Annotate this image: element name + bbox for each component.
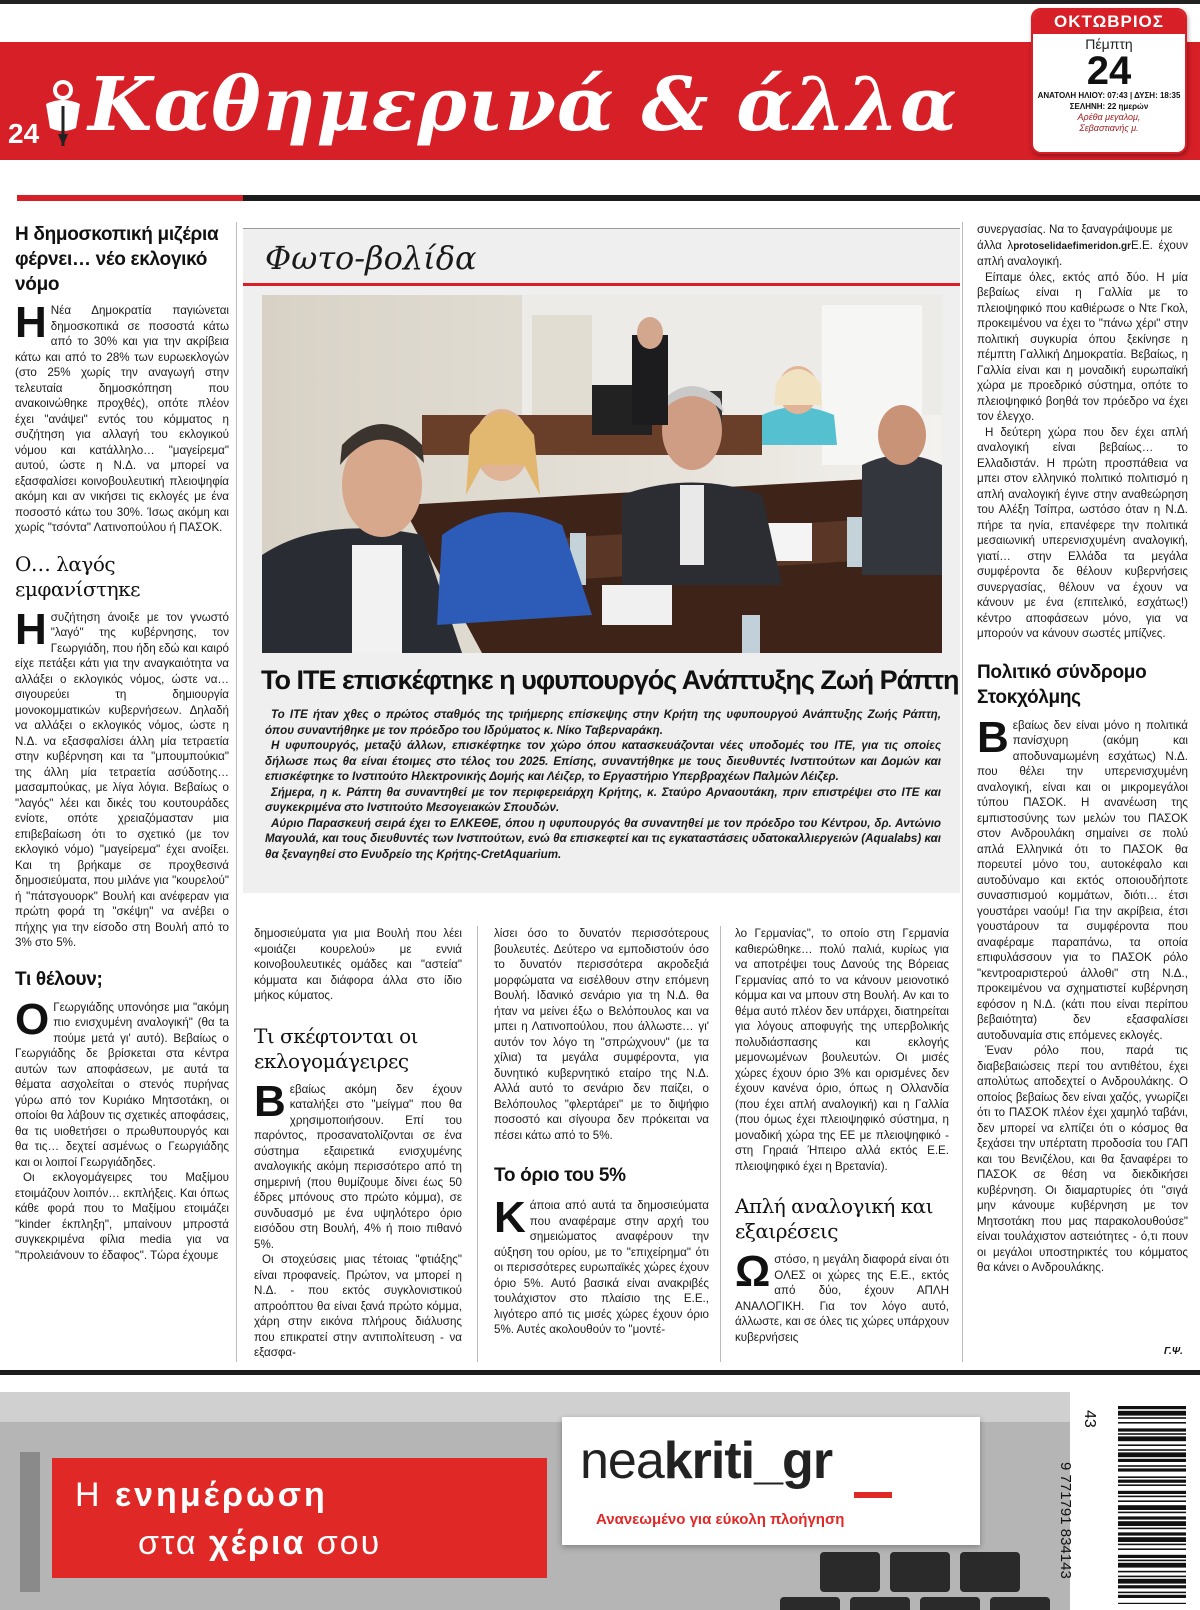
feature-section-title: Φωτο-βολίδα [265, 239, 477, 277]
barcode-icon [1078, 1406, 1186, 1604]
calendar-month: ΟΚΤΩΒΡΙΟΣ [1033, 10, 1185, 34]
barcode-bar [1118, 1449, 1186, 1451]
subheading: Ο… λαγός εμφανίστηκε [15, 551, 140, 601]
article-paragraph: Οι εκλογομάγειρες του Μαξίμου ετοιμάζουν λοιπόν… εκπλήξεις. Και όπως κάθε φορά που το Μαξίμου ετοιμάζει "kinder έκπληξη", μπαίνουν μπροστά συγκεκριμένα φίλια media για να "προλειάνουν το έδαφος". Τώρα έχουμε [15, 1171, 229, 1262]
article-headline: Η δημοσκοπική μιζέρια φέρνει… νέο εκλογικό νόμο [15, 224, 219, 295]
barcode-bar [1118, 1505, 1186, 1510]
paragraph-text: άλλα λ [977, 238, 1014, 252]
barcode-bar [1118, 1571, 1186, 1573]
barcode-bar [1118, 1532, 1186, 1535]
ad-tagline: Ανανεωμένο για εύκολη πλοήγηση [596, 1511, 845, 1528]
section-rule-accent [17, 195, 243, 201]
author-signature: Γ.Ψ. [1164, 1346, 1183, 1357]
advertisement[interactable] [0, 1392, 1070, 1610]
article-paragraph [254, 1076, 462, 1253]
barcode-bar [1118, 1512, 1186, 1514]
article-paragraph [977, 712, 1188, 1044]
barcode-bar [1118, 1555, 1186, 1558]
column-5 [977, 222, 1188, 1276]
article-paragraph [977, 238, 1188, 270]
barcode-bar [1118, 1417, 1186, 1419]
barcode-bar [1118, 1411, 1186, 1416]
ad-text: Η [75, 1476, 115, 1514]
barcode-bar [1118, 1592, 1186, 1594]
feature-body [265, 707, 941, 862]
subheading: Τι σκέφτονται οι εκλογομάγειρες [254, 1023, 418, 1073]
calendar-day-number: 24 [1086, 49, 1132, 93]
paragraph-text: συζήτηση άνοιξε με τον γνωστό "λαγό" της κυβέρνησης, τον Γεωργιάδη, που ήδη εδώ και καιρό είχε πετάξει κάτι για την αναγκαιότητα να αλλάξει ο εκλογικός νόμος, ώστε να… σιγουρεύει τη δημιουργία μονοκομματικών κυβερνήσεων. Δηλαδή να αλλάξει ο εκλογικός νόμος, ώστε η Ν.Δ. να εξασφαλίσει άλλη μία τετραετία στην κυβέρνηση και τα "μπουμπούκια" της άλλη μία τετραετία ασύδοτης… μασαμπούκας, με λίγα λόγια. Βεβαίως ο "λαγός" λέει και δικές του κουτουράδες ενίοτε, οπότε χρειαζόμασταν μια επιβεβαίωση ότι το σχετικό (με τον εκλογικό νόμο) "μαγείρεμα" έχει ανοίξει. Και τη βρήκαμε σε προχθεσινά δημοσιεύματα, που μιλάνε για "κουρελού" ή "πάτσγουορκ" Βουλή και ανέφεραν για πρώτη φορά τη "σκέψη" να ανέβει ο πήχης για την είσοδο στη Βουλή από το 3% στο 5%. [15, 610, 229, 949]
article-paragraph: δημοσιεύματα για μια Βουλή που λέει «μοιάζει κουρελού» με εννιά κοινοβουλευτικές ομάδες και "αστεία" κόμματα και διάφορα άλλα στο ίδιο μήκος κύματος. [254, 927, 462, 1002]
article-paragraph: λίσει όσο το δυνατόν περισσότερους βουλευτές. Δεύτερο να εμποδιστούν όσο το δυνατόν περισσότερα ακροδεξιά μορφώματα να εισέλθουν στην επόμενη Βουλή. Ιδανικό σενάριο για τη Ν.Δ. θα ήταν να μείνει έξω ο Βελόπουλος και να μπει η Λατινοπούλου, που άλλωστε… γι' αυτόν τον λόγο τη "σπρώχνουν" (με τα χίλια) τα μεγάλα συμφέροντα, για δυνητικό κυβερνητικό εταίρο της Ν.Δ. Αλλά αυτό το σενάριο δεν παίζει, ο Βελόπουλος "φλερτάρει" με το διψήφιο ποσοστό και σίγουρα δεν πρόκειται να πέσει κάτω από το 5%. [494, 927, 709, 1142]
ad-text-bold: ενημέρωση [115, 1476, 328, 1514]
drop-cap: Η [15, 604, 47, 654]
barcode-bar [1118, 1516, 1186, 1519]
barcode-bar [1118, 1496, 1186, 1498]
paragraph-text: Ε.Ε. έχουν απλή αναλογική. [977, 238, 1188, 268]
article-paragraph [735, 1247, 949, 1345]
barcode-bar [1118, 1576, 1186, 1578]
feature-rule [243, 283, 960, 286]
owl-logo-icon [38, 76, 88, 148]
calendar-saints-2: Σεβαστιανής μ. [1079, 123, 1139, 133]
column-2 [254, 926, 462, 1361]
calendar-moon: ΣΕΛΗΝΗ: 22 ημερών [1069, 102, 1149, 111]
article-paragraph: Οι στοχεύσεις μιας τέτοιας "φτιάξης" είναι προφανείς. Πρώτον, να μπορεί η Ν.Δ. - που εκτός συγκλονιστικού απροόπτου θα είναι ξανά πρώτο κόμμα, χάρη στην εικόνα πλήρους διάλυσης που επικρατεί στην αντιπολίτευση - να εξασφα- [254, 1253, 462, 1359]
top-rule [0, 0, 1200, 4]
ad-logo-panel [562, 1417, 980, 1545]
subheading: Τι θέλουν; [15, 968, 103, 990]
article-paragraph: Η δεύτερη χώρα που δεν έχει απλή αναλογική είναι βεβαίως… το Ελλαδιστάν. Η πρώτη προσπάθεια να μπει στον ελληνικό πολιτικό πολιτισμό η απλή αναλογική έγινε στην αναθεώρηση του Αλέξη Τσίπρα, ωστόσο όταν η Ν.Δ. πήρε τα ηνία, επανέφερε την πολιτικά μεσαιωνική υπερενισχυμένη αναλογική, γιατί… στην Ελλάδα τα μεγάλα συμφέροντα δε θέλουν κυβερνήσεις συνεργασίας, θέλουν να έχουν να κάνουν με ένα (επιτελικό, εσχάτως!) κέντρο αποφάσεων μόνο, για να μπορούν να κάνουν σωστές μπίζνες. [977, 425, 1188, 640]
article-paragraph: Έναν ρόλο που, παρά τις διαβεβαιώσεις περί του αντιθέτου, έχει απολύτως αποδεχτεί ο Ανδρουλάκης. Ο οποίος βεβαίως δεν είναι χαζός, γνωρίζει ότι το ΠΑΣΟΚ πλέον έχει χαμηλό ταβάνι, δεν μπορεί να ελπίζει ότι ο κόσμος θα ξεχάσει την υπέρτατη προδοσία του ΓΑΠ και του Βενιζέλου, και θα ξαναφέρει το ΠΑΣΟΚ σε θέση να διεκδικήσει κυβέρνηση. Οι διαμαρτυρίες ότι "σιγά μην κάνουμε κυβέρνηση με τον Μητσοτάκη που μας παρακολουθούσε" είναι τουλάχιστον αστειότητες - ό,τι πουν οι μεγάλοι υποστηρικτές του κόμματος θα κάνει ο Ανδρουλάκης. [977, 1044, 1188, 1274]
barcode-number: 9 771791 834143 [1057, 1462, 1074, 1579]
ad-slogan-line-1 [75, 1476, 328, 1515]
issue-number: 43 [1081, 1410, 1098, 1428]
barcode-bar [1118, 1595, 1186, 1598]
article-paragraph: Είπαμε όλες, εκτός από δύο. Η μία βεβαίως είναι η Γαλλία με το πλειοψηφικό που καθιέρωσε ο Ντε Γκολ, προκειμένου να έχει το "πάνω χέρι" στην πολιτική συγκυρία όπου ξεκίνησε η πέμπτη Γαλλική Δημοκρατία. Βεβαίως, η Γαλλία είναι και η μοναδική ευρωπαϊκή χώρα με προεδρικό σύστημα, οπότε το πλειοψηφικό βοηθά τον πρόεδρο να έχει τον έλεγχο. [977, 270, 1188, 423]
barcode-bar [1118, 1476, 1186, 1478]
barcode-bar [1118, 1480, 1186, 1483]
paragraph-text: άποια από αυτά τα δημοσιεύματα που αναφέραμε στην αρχή του σημειώματος αναφέρουν την αύξηση του ορίου, με το "επιχείρημα" ότι οι περισσότερες ευρωπαϊκές χώρες έχουν όριο 5%. Αυτό βασικά είναι ανακριβές τουλάχιστον στο πλαίσιο της Ε.Ε., λιγότερο από τις μισές χώρες έχουν όριο 5%. Αυτές ακολουθούν το "μοντέ- [494, 1199, 709, 1336]
meeting-photo-image [262, 295, 942, 653]
barcode-bar [1118, 1560, 1186, 1562]
article-paragraph [15, 994, 229, 1171]
paragraph-text: εβαίως δεν είναι μόνο η πολιτικά πανίσχυρη (ακόμη και αποδυναμωμένη εσχάτως) Ν.Δ. που θέλει την υπερενισχυμένη αναλογική, είναι και οι μικρομεγάλοι τύπου ΠΑΣΟΚ. Η ανανέωση της εμπιστοσύνης των μελών του ΠΑΣΟΚ στον Ανδρουλάκη σημαίνει σε πολύ απλά Ελληνικά ότι το ΠΑΣΟΚ θα πορευτεί μόνο του, αυτοκέφαλο και αυτοδύναμο και εκτός οποιουδήποτε συνασπισμού κομμάτων, διότι… έτσι γουστάρει ναούμ! Για την ακρίβεια, έτσι γουστάρουν τα συμφέροντα που αναφέραμε παραπάνω, τα οποία επιφυλάσσουν για το ΠΑΣΟΚ ρόλο "κεντροαριστερού άλλοθι" στη Ν.Δ., προκειμένου να σχηματιστεί κυβέρνηση εφόσον η Ν.Δ. (κάτι που είναι περίπου βεβαιότητα) δεν εξασφαλίσει αυτοδυναμία στις επόμενες εκλογές. [977, 718, 1188, 1042]
barcode-bar [1118, 1433, 1186, 1435]
drop-cap: Β [977, 712, 1009, 762]
barcode-bar [1118, 1459, 1186, 1462]
barcode-bar [1118, 1444, 1186, 1446]
bottom-rule [0, 1370, 1200, 1375]
barcode-bar [1118, 1603, 1186, 1604]
barcode-bar [1118, 1500, 1186, 1502]
site-watermark: protoselidaefimeridon.gr [1013, 240, 1131, 252]
calendar-saints-1: Αρέθα μεγαλομ, [1077, 112, 1141, 122]
page-number: 24 [8, 118, 40, 149]
subheading: Πολιτικό σύνδρομο Στοκχόλμης [977, 661, 1147, 708]
column-divider [477, 926, 478, 1362]
barcode-bar [1118, 1452, 1186, 1457]
logo-underscore [854, 1492, 892, 1498]
paragraph-text: Γεωργιάδης υπονόησε μια "ακόμη πιο ενισχυμένη αναλογική" (θα ta πούμε μετά γι' αυτό). Βεβαίως ο Γεωργιάδης δε βρίσκεται στα κέντρα αυτών των αποφάσεων, με αυτά τα θέματα ασχολείται ο στενός πυρήνας γύρω από τον Κυριάκο Μητσοτάκη, οι οποίοι θα λάβουν τις σχετικές αποφάσεις, θα τις υιοθετήσει ο πρωθυπουργός και θα τις… δεχτεί ασμένως ο Γεωργιάδης και οι λοιποί Γεωργιάδηδες. [15, 1000, 229, 1169]
ad-text: σου [305, 1524, 382, 1562]
article-paragraph [15, 604, 229, 951]
article-paragraph: συνεργασίας. Να το ξαναγράψουμε με [977, 223, 1173, 236]
barcode-bar [1118, 1428, 1186, 1431]
article-paragraph [494, 1193, 709, 1338]
barcode-bar [1118, 1484, 1186, 1486]
ad-text: στα [138, 1524, 210, 1562]
meeting-photo [262, 295, 942, 653]
barcode-bar [1118, 1528, 1186, 1530]
drop-cap: Κ [494, 1193, 526, 1242]
drop-cap: Β [254, 1076, 286, 1126]
column-divider [962, 222, 963, 1362]
ad-slogan-line-2 [138, 1524, 381, 1563]
feature-paragraph: Σήμερα, η κ. Ράπτη θα συναντηθεί με τον περιφερειάρχη Κρήτης, κ. Σταύρο Αρναουτάκη, πριν επιστρέψει στο ΙΤΕ και συγκεκριμένα στο Ινστιτούτο Μεσογειακών Σπουδών. [265, 785, 941, 814]
drop-cap: Η [15, 298, 47, 347]
barcode-bar [1118, 1465, 1186, 1467]
barcode-bar [1118, 1563, 1186, 1568]
logo-text-bold: kriti_gr [663, 1432, 833, 1490]
drop-cap: Ω [735, 1247, 771, 1296]
neakriti-logo [580, 1431, 832, 1491]
column-divider [236, 222, 237, 1362]
barcode-bar [1118, 1544, 1186, 1546]
feature-paragraph: Η υφυπουργός, μεταξύ άλλων, επισκέφτηκε τον χώρο όπου κατασκευάζονται νέες υποδομές του ΙΤΕ, για τις οποίες δήλωσε πως θα είναι έτοιμες στο τέλος του 2025. Επίσης, συναντήθηκε με τους διευθυντές Ινστιτούτων και Δομών και επισκέφτηκε το Ινστιτούτο Ηλεκτρονικής Δομής και Λέιζερ, το Εργαστήριο Υπερβραχέων Παλμών Λέιζερ. [265, 739, 941, 783]
paragraph-text: στόσο, η μεγάλη διαφορά είναι ότι ΟΛΕΣ οι χώρες της Ε.Ε., εκτός από δύο, έχουν ΑΠΛΗ ΑΝΑΛΟΓΙΚΗ. Για τον λόγο αυτό, άλλωστε, και σε όλες τις χώρες υπάρχουν κυβερνήσεις [735, 1253, 949, 1344]
article-paragraph: λο Γερμανίας", το οποίο στη Γερμανία καθιερώθηκε… πολύ παλιά, κυρίως για να αποτρέψει τους Δανούς της Βόρειας Γερμανίας από το να κάνουν μειονοτικό κόμμα και να μπουν στη Βουλή. Αν και το θέμα αυτό πλέον δεν υπάρχει, διατηρείται για λόγους αποφυγής της υπερβολικής πολυδιάσπασης και εκλογής μεμονωμένων βουλευτών. Οι μισές χώρες έχουν όριο 3% και ορισμένες δεν έχουν κανένα όριο, όπως η Ολλανδία (που έχει απλή αναλογική) και η Γαλλία (που όμως έχει πλειοψηφικό σύστημα, η μοναδική χώρα της ΕΕ με πλειοψηφικό - στη Γηραιά Ήπειρο αλλά εκτός Ε.Ε. πλειοψηφικό έχει η Βρετανία). [735, 927, 949, 1173]
ad-text-bold: χέρια [209, 1524, 306, 1562]
photo-feature-box [243, 228, 960, 893]
column-3 [494, 926, 709, 1338]
paragraph-text: Νέα Δημοκρατία παγιώνεται δημοσκοπικά σε ποσοστά κάτω από το 30% και για την ακρίβεια κάτω και από το 28% των ευρωεκλογών (στο 25% χωρίς την αναγωγή στην τελευταία δημοσκόπηση που ανακοινώθηκε προχθές), οπότε πλέον έχει "ανάψει" εντός του κόμματος η συζήτηση για αλλαγή του εκλογικού νόμου και κατάλληλο… "μαγείρεμα" αυτού, ώστε η Ν.Δ. να μπορεί να εξασφαλίσει κοινοβουλευτική πλειοψηφία ακόμη και αν νικήσει τις εκλογές με ένα ποσοστό κάτω του 30%. Ίσως ακόμη και χωρίς "τσόντα" Λατινοπούλου ή ΠΑΣΟΚ. [15, 304, 229, 534]
barcode-bar [1118, 1537, 1186, 1542]
drop-cap: Ο [15, 994, 50, 1044]
feature-headline: Το ΙΤΕ επισκέφτηκε η υφυπουργός Ανάπτυξης Ζωή Ράπτη [261, 665, 959, 695]
calendar-day-name: Πέμπτη [1085, 36, 1133, 52]
column-4 [735, 926, 949, 1345]
barcode-bar [1118, 1422, 1186, 1424]
barcode-bar [1118, 1585, 1186, 1588]
barcode-bar [1118, 1579, 1186, 1584]
column-divider [720, 926, 721, 1362]
feature-paragraph: Αύριο Παρασκευή σειρά έχει το ΕΛΚΕΘΕ, όπου η υφυπουργός θα συναντηθεί με τον πρόεδρο του Κέντρου, δρ. Αντώνιο Μαγουλά, και τους διευθυντές των Ινστιτούτων, ενώ θα επισκεφτεί και τις εγκαταστάσεις υδατοκαλλιεργειών (Aqualabs) και θα ξεναγηθεί στο Ενυδρείο της Κρήτης-CretAquarium. [265, 816, 941, 861]
column-1 [15, 222, 229, 1263]
barcode-bar [1118, 1491, 1186, 1494]
logo-text: nea [580, 1432, 664, 1490]
barcode-bar [1118, 1548, 1186, 1550]
barcode-bar [1118, 1521, 1186, 1526]
barcode-bar [1118, 1436, 1186, 1441]
barcode-bar [1118, 1406, 1186, 1409]
subheading: Απλή αναλογική και εξαιρέσεις [735, 1194, 933, 1243]
calendar-sun-times: ΑΝΑΤΟΛΗ ΗΛΙΟΥ: 07:43 | ΔΥΣΗ: 18:35 [1037, 91, 1181, 100]
barcode-bar [1118, 1468, 1186, 1471]
article-paragraph [15, 298, 229, 536]
paragraph-text: εβαίως ακόμη δεν έχουν καταλήξει στο "μείγμα" που θα χρησιμοποιήσουν. Επί του παρόντος, προσανατολίζονται σε ένα σύστημα εξαιρετικά ενισχυμένης αναλογικής ακόμη περισσότερο από τη σημερινή (που θυμίζουμε δίνει έως 50 έδρες μπόνους στο πρώτο κόμμα), σε συνδυασμό με ένα υψηλότερο όριο εισόδου στη Βουλή, 4% ή ποιο πιθανό 5%. [254, 1082, 462, 1251]
feature-paragraph: Το ΙΤΕ ήταν χθες ο πρώτος σταθμός της τριήμερης επίσκεψης στην Κρήτη της υφυπουργού Ανάπτυξης Ζωής Ράπτη, όπου συναντήθηκε με τον πρόεδρο του Ιδρύματος κ. Νίκο Ταβερναράκη. [265, 708, 941, 737]
newspaper-section-title: Καθημερινά & άλλα [88, 62, 958, 148]
date-calendar-box [1031, 8, 1187, 154]
subheading: Το όριο του 5% [494, 1165, 626, 1186]
